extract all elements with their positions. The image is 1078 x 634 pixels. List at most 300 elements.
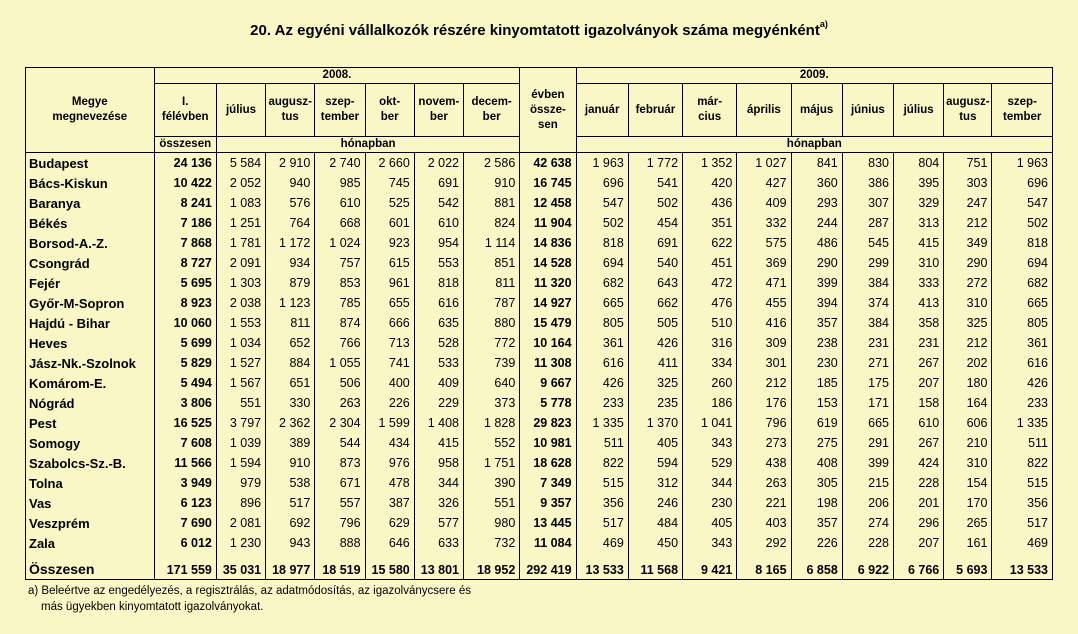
table-row (26, 373, 1053, 393)
month-value: 180 (944, 373, 992, 393)
month-value: 426 (992, 373, 1053, 393)
month-header-2008: szep- tember (315, 84, 365, 137)
h1-value: 10 422 (154, 173, 216, 193)
month-value: 9 421 (683, 553, 737, 580)
month-value: 787 (463, 293, 519, 313)
month-value: 511 (992, 433, 1053, 453)
month-value: 13 801 (414, 553, 463, 580)
annual-value: 7 349 (520, 473, 576, 493)
month-value: 13 533 (576, 553, 628, 580)
month-value: 691 (414, 173, 463, 193)
month-value: 436 (683, 193, 737, 213)
month-value: 1 408 (414, 413, 463, 433)
month-value: 356 (576, 493, 628, 513)
month-value: 198 (791, 493, 842, 513)
month-value: 158 (894, 393, 944, 413)
h1-value: 16 525 (154, 413, 216, 433)
annual-value: 5 778 (520, 393, 576, 413)
month-value: 2 081 (216, 513, 265, 533)
month-value: 1 527 (216, 353, 265, 373)
month-value: 635 (414, 313, 463, 333)
month-value: 874 (315, 313, 365, 333)
month-value: 478 (365, 473, 414, 493)
month-value: 303 (944, 173, 992, 193)
month-value: 985 (315, 173, 365, 193)
month-header-2009: szep- tember (992, 84, 1053, 137)
month-value: 732 (463, 533, 519, 553)
month-value: 2 586 (463, 153, 519, 174)
honapban-2008-subheader: hónapban (216, 137, 519, 153)
month-value: 2 022 (414, 153, 463, 174)
annual-value: 15 479 (520, 313, 576, 333)
month-value: 551 (463, 493, 519, 513)
table-row (26, 193, 1053, 213)
month-value: 665 (992, 293, 1053, 313)
month-value: 351 (683, 213, 737, 233)
county-name: Borsod-A.-Z. (26, 233, 155, 253)
month-value: 1 594 (216, 453, 265, 473)
h1-value: 11 566 (154, 453, 216, 473)
month-value: 615 (365, 253, 414, 273)
month-value: 389 (266, 433, 315, 453)
county-name: Somogy (26, 433, 155, 453)
month-value: 413 (894, 293, 944, 313)
month-value: 629 (365, 513, 414, 533)
month-value: 772 (463, 333, 519, 353)
month-value: 484 (628, 513, 682, 533)
month-value: 395 (894, 173, 944, 193)
month-value: 426 (628, 333, 682, 353)
month-value: 2 304 (315, 413, 365, 433)
month-value: 643 (628, 273, 682, 293)
month-value: 387 (365, 493, 414, 513)
month-value: 212 (944, 333, 992, 353)
month-value: 517 (992, 513, 1053, 533)
month-value: 427 (737, 173, 791, 193)
month-header-2008: július (216, 84, 265, 137)
month-value: 207 (894, 373, 944, 393)
month-value: 662 (628, 293, 682, 313)
month-header-2009: augusz- tus (944, 84, 992, 137)
month-value: 229 (414, 393, 463, 413)
h1-value: 8 923 (154, 293, 216, 313)
month-value: 741 (365, 353, 414, 373)
month-value: 766 (315, 333, 365, 353)
month-value: 472 (683, 273, 737, 293)
month-value: 2 740 (315, 153, 365, 174)
month-value: 525 (365, 193, 414, 213)
month-header-2008: decem- ber (463, 84, 519, 137)
month-value: 296 (894, 513, 944, 533)
footnote (28, 583, 471, 615)
month-value: 805 (992, 313, 1053, 333)
month-value: 244 (791, 213, 842, 233)
month-value: 1 230 (216, 533, 265, 553)
month-value: 2 038 (216, 293, 265, 313)
month-value: 1 251 (216, 213, 265, 233)
total-row (26, 553, 1053, 580)
month-value: 309 (737, 333, 791, 353)
table-row (26, 513, 1053, 533)
month-value: 307 (842, 193, 893, 213)
annual-value: 14 927 (520, 293, 576, 313)
county-name: Csongrád (26, 253, 155, 273)
month-value: 511 (576, 433, 628, 453)
year-2009-header: 2009. (576, 68, 1052, 84)
month-value: 616 (992, 353, 1053, 373)
county-name: Hajdú - Bihar (26, 313, 155, 333)
month-value: 538 (266, 473, 315, 493)
month-value: 652 (266, 333, 315, 353)
annual-value: 11 308 (520, 353, 576, 373)
annual-value: 11 320 (520, 273, 576, 293)
month-value: 438 (737, 453, 791, 473)
month-value: 409 (737, 193, 791, 213)
month-value: 811 (266, 313, 315, 333)
month-value: 455 (737, 293, 791, 313)
month-value: 394 (791, 293, 842, 313)
month-value: 646 (365, 533, 414, 553)
month-value: 228 (894, 473, 944, 493)
month-value: 502 (628, 193, 682, 213)
month-value: 1 553 (216, 313, 265, 333)
month-value: 5 584 (216, 153, 265, 174)
month-value: 247 (944, 193, 992, 213)
month-value: 576 (266, 193, 315, 213)
month-value: 696 (576, 173, 628, 193)
month-value: 357 (791, 313, 842, 333)
month-value: 301 (737, 353, 791, 373)
month-value: 528 (414, 333, 463, 353)
footnote-line: a) Beleértve az engedélyezés, a regisztrálás, az adatmódosítás, az igazolványcsere és (28, 585, 471, 597)
month-value: 175 (842, 373, 893, 393)
annual-value: 10 981 (520, 433, 576, 453)
month-value: 745 (365, 173, 414, 193)
month-value: 668 (315, 213, 365, 233)
month-value: 651 (266, 373, 315, 393)
month-value: 231 (894, 333, 944, 353)
title-text: 20. Az egyéni vállalkozók részére kinyomtatott igazolványok száma megyénként (250, 22, 820, 39)
month-value: 201 (894, 493, 944, 513)
month-value: 343 (683, 533, 737, 553)
month-value: 35 031 (216, 553, 265, 580)
month-value: 910 (463, 173, 519, 193)
annual-value: 13 445 (520, 513, 576, 533)
h1-value: 8 727 (154, 253, 216, 273)
year-2008-header: 2008. (154, 68, 520, 84)
month-value: 176 (737, 393, 791, 413)
month-value: 961 (365, 273, 414, 293)
annual-total-header: évben össze- sen (520, 68, 576, 153)
month-value: 361 (576, 333, 628, 353)
month-value: 235 (628, 393, 682, 413)
month-value: 805 (576, 313, 628, 333)
month-value: 551 (216, 393, 265, 413)
table-row (26, 453, 1053, 473)
month-value: 515 (992, 473, 1053, 493)
month-value: 226 (365, 393, 414, 413)
month-value: 1 772 (628, 153, 682, 174)
month-value: 671 (315, 473, 365, 493)
month-value: 358 (894, 313, 944, 333)
month-value: 796 (737, 413, 791, 433)
month-value: 529 (683, 453, 737, 473)
month-value: 373 (463, 393, 519, 413)
month-value: 290 (791, 253, 842, 273)
month-value: 1 039 (216, 433, 265, 453)
month-value: 1 599 (365, 413, 414, 433)
footnote-line: más ügyekben kinyomtatott igazolványokat. (41, 601, 264, 613)
month-value: 330 (266, 393, 315, 413)
county-name: Tolna (26, 473, 155, 493)
month-value: 228 (842, 533, 893, 553)
month-value: 665 (842, 413, 893, 433)
month-header-2009: február (628, 84, 682, 137)
month-value: 310 (944, 293, 992, 313)
month-value: 271 (842, 353, 893, 373)
table-row (26, 393, 1053, 413)
month-value: 231 (842, 333, 893, 353)
month-value: 333 (894, 273, 944, 293)
month-value: 486 (791, 233, 842, 253)
month-value: 18 952 (463, 553, 519, 580)
month-value: 692 (266, 513, 315, 533)
month-value: 299 (842, 253, 893, 273)
h1-value: 5 695 (154, 273, 216, 293)
county-name: Komárom-E. (26, 373, 155, 393)
county-name: Baranya (26, 193, 155, 213)
month-header-2008: okt- ber (365, 84, 414, 137)
month-value: 329 (894, 193, 944, 213)
annual-value: 18 628 (520, 453, 576, 473)
month-value: 622 (683, 233, 737, 253)
month-value: 1 335 (576, 413, 628, 433)
month-value: 888 (315, 533, 365, 553)
annual-value: 10 164 (520, 333, 576, 353)
month-value: 757 (315, 253, 365, 273)
month-value: 616 (414, 293, 463, 313)
month-value: 545 (842, 233, 893, 253)
month-value: 515 (576, 473, 628, 493)
month-value: 454 (628, 213, 682, 233)
month-value: 1 370 (628, 413, 682, 433)
month-value: 293 (791, 193, 842, 213)
month-value: 2 660 (365, 153, 414, 174)
month-value: 557 (315, 493, 365, 513)
month-value: 606 (944, 413, 992, 433)
h1-value: 3 806 (154, 393, 216, 413)
month-value: 153 (791, 393, 842, 413)
month-header-2009: június (842, 84, 893, 137)
month-value: 313 (894, 213, 944, 233)
month-value: 796 (315, 513, 365, 533)
month-value: 3 797 (216, 413, 265, 433)
h1-value: 5 829 (154, 353, 216, 373)
month-value: 694 (992, 253, 1053, 273)
month-value: 6 766 (894, 553, 944, 580)
annual-value: 16 745 (520, 173, 576, 193)
month-value: 1 335 (992, 413, 1053, 433)
month-value: 2 052 (216, 173, 265, 193)
month-value: 212 (944, 213, 992, 233)
month-value: 1 963 (992, 153, 1053, 174)
month-value: 818 (414, 273, 463, 293)
month-value: 553 (414, 253, 463, 273)
annual-value: 9 357 (520, 493, 576, 513)
month-value: 510 (683, 313, 737, 333)
table-row (26, 353, 1053, 373)
month-value: 610 (894, 413, 944, 433)
month-value: 610 (414, 213, 463, 233)
month-value: 206 (842, 493, 893, 513)
month-value: 305 (791, 473, 842, 493)
month-value: 517 (266, 493, 315, 513)
county-name: Győr-M-Sopron (26, 293, 155, 313)
month-value: 691 (628, 233, 682, 253)
month-value: 369 (737, 253, 791, 273)
table-row (26, 313, 1053, 333)
month-value: 505 (628, 313, 682, 333)
month-value: 694 (576, 253, 628, 273)
month-value: 343 (683, 433, 737, 453)
table-row (26, 233, 1053, 253)
month-value: 170 (944, 493, 992, 513)
month-value: 502 (992, 213, 1053, 233)
month-value: 263 (315, 393, 365, 413)
table-row (26, 273, 1053, 293)
h1-header: I. félévben (154, 84, 216, 137)
h1-value: 5 494 (154, 373, 216, 393)
month-value: 287 (842, 213, 893, 233)
month-value: 881 (463, 193, 519, 213)
month-value: 785 (315, 293, 365, 313)
month-value: 238 (791, 333, 842, 353)
table-row (26, 253, 1053, 273)
month-value: 233 (576, 393, 628, 413)
month-value: 830 (842, 153, 893, 174)
title-footnote-marker: a) (819, 19, 828, 29)
h1-value: 3 949 (154, 473, 216, 493)
month-value: 1 751 (463, 453, 519, 473)
month-header-2009: július (894, 84, 944, 137)
table-body (26, 153, 1053, 580)
month-value: 325 (628, 373, 682, 393)
month-value: 818 (992, 233, 1053, 253)
month-value: 411 (628, 353, 682, 373)
month-value: 818 (576, 233, 628, 253)
month-value: 260 (683, 373, 737, 393)
month-value: 415 (894, 233, 944, 253)
month-value: 316 (683, 333, 737, 353)
month-value: 344 (683, 473, 737, 493)
month-value: 451 (683, 253, 737, 273)
annual-value: 29 823 (520, 413, 576, 433)
month-value: 310 (944, 453, 992, 473)
h1-value: 24 136 (154, 153, 216, 174)
month-value: 1 303 (216, 273, 265, 293)
month-value: 1 781 (216, 233, 265, 253)
month-value: 910 (266, 453, 315, 473)
month-value: 879 (266, 273, 315, 293)
month-value: 210 (944, 433, 992, 453)
month-value: 384 (842, 313, 893, 333)
annual-value: 11 904 (520, 213, 576, 233)
month-value: 426 (576, 373, 628, 393)
month-value: 824 (463, 213, 519, 233)
month-value: 11 568 (628, 553, 682, 580)
month-value: 713 (365, 333, 414, 353)
month-value: 666 (365, 313, 414, 333)
month-value: 1 567 (216, 373, 265, 393)
month-value: 408 (791, 453, 842, 473)
month-value: 547 (576, 193, 628, 213)
month-value: 577 (414, 513, 463, 533)
month-header-2008: augusz- tus (266, 84, 315, 137)
county-name: Heves (26, 333, 155, 353)
month-value: 980 (463, 513, 519, 533)
month-value: 1 172 (266, 233, 315, 253)
month-value: 5 693 (944, 553, 992, 580)
month-value: 1 114 (463, 233, 519, 253)
month-value: 682 (576, 273, 628, 293)
month-value: 8 165 (737, 553, 791, 580)
h1-value: 7 690 (154, 513, 216, 533)
month-value: 610 (315, 193, 365, 213)
month-value: 226 (791, 533, 842, 553)
month-value: 804 (894, 153, 944, 174)
month-value: 811 (463, 273, 519, 293)
month-value: 853 (315, 273, 365, 293)
county-name: Bács-Kiskun (26, 173, 155, 193)
county-name: Pest (26, 413, 155, 433)
month-value: 940 (266, 173, 315, 193)
month-value: 954 (414, 233, 463, 253)
month-value: 1 027 (737, 153, 791, 174)
month-header-2009: május (791, 84, 842, 137)
month-value: 541 (628, 173, 682, 193)
month-value: 344 (414, 473, 463, 493)
month-value: 390 (463, 473, 519, 493)
month-value: 542 (414, 193, 463, 213)
month-value: 1 352 (683, 153, 737, 174)
month-value: 943 (266, 533, 315, 553)
month-value: 18 519 (315, 553, 365, 580)
month-value: 450 (628, 533, 682, 553)
month-value: 164 (944, 393, 992, 413)
h1-value: 10 060 (154, 313, 216, 333)
month-value: 594 (628, 453, 682, 473)
month-value: 1 034 (216, 333, 265, 353)
month-value: 616 (576, 353, 628, 373)
table-header (26, 68, 1053, 153)
county-name: Összesen (26, 553, 155, 580)
month-value: 267 (894, 433, 944, 453)
month-value: 1 083 (216, 193, 265, 213)
month-value: 263 (737, 473, 791, 493)
month-value: 2 091 (216, 253, 265, 273)
county-name: Zala (26, 533, 155, 553)
month-value: 312 (628, 473, 682, 493)
county-name: Békés (26, 213, 155, 233)
month-value: 154 (944, 473, 992, 493)
month-value: 326 (414, 493, 463, 513)
month-value: 13 533 (992, 553, 1053, 580)
annual-value: 42 638 (520, 153, 576, 174)
month-value: 880 (463, 313, 519, 333)
table-row (26, 213, 1053, 233)
county-name: Budapest (26, 153, 155, 174)
month-value: 161 (944, 533, 992, 553)
